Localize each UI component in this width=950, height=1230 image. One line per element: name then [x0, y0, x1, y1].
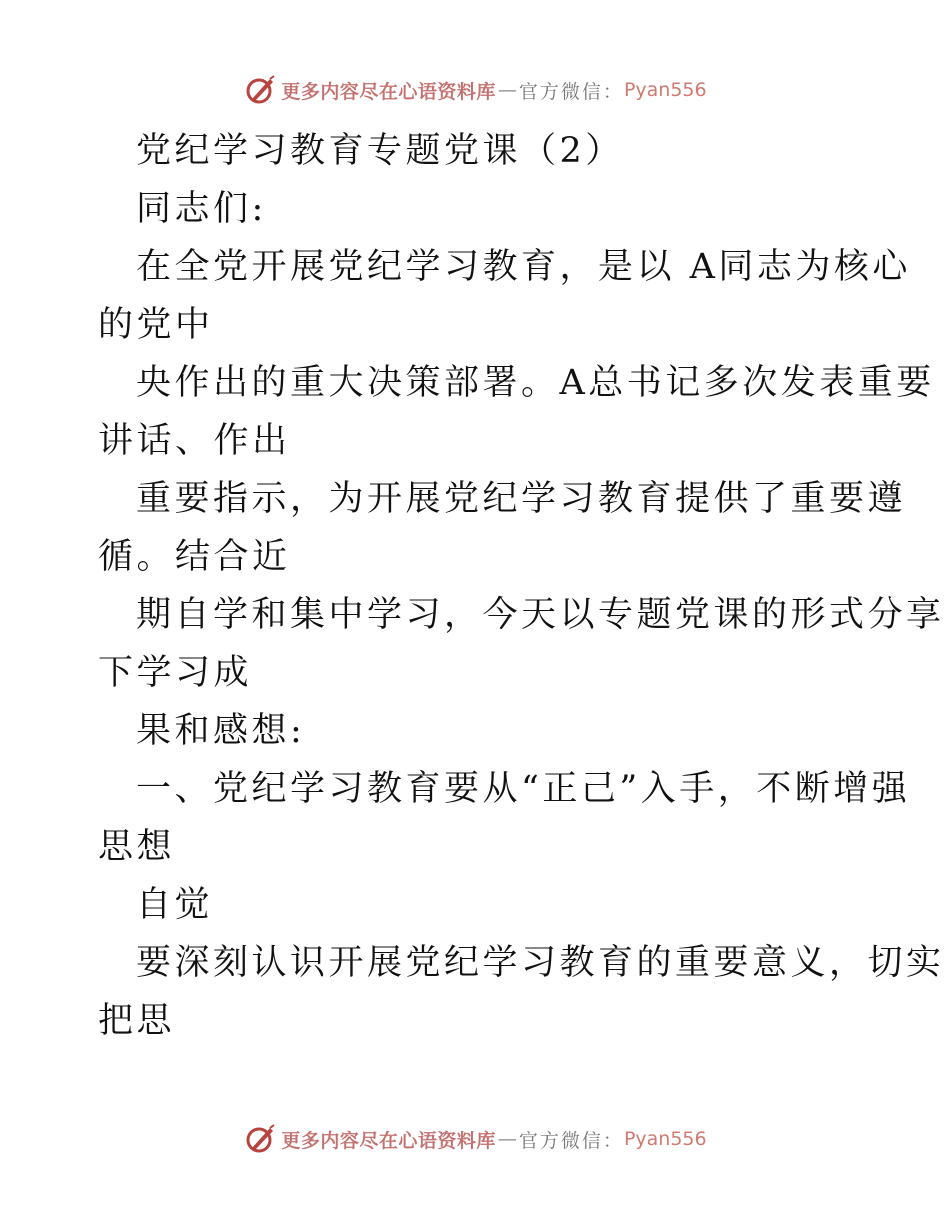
- document-line: 果和感想:: [136, 711, 306, 751]
- watermark-label: 官方微信：: [518, 1129, 624, 1152]
- watermark-separator: —: [497, 1128, 517, 1150]
- document-line: 思想: [98, 827, 176, 867]
- document-line: 重要指示，为开展党纪学习教育提供了重要遵: [136, 479, 907, 519]
- footer-watermark: [0, 1119, 950, 1159]
- document-line: 下学习成: [98, 653, 253, 693]
- header-watermark: [0, 70, 950, 110]
- document-line: 党纪学习教育专题党课（2）: [136, 131, 624, 171]
- document-line: 的党中: [98, 305, 214, 345]
- watermark-wechat-id: Pyan556: [623, 79, 707, 101]
- watermark-wechat-id: Pyan556: [623, 1128, 707, 1150]
- document-line: 要深刻认识开展党纪学习教育的重要意义，切实: [136, 943, 945, 983]
- watermark-main-text: 更多内容尽在心语资料库: [281, 1129, 496, 1152]
- watermark-separator: —: [497, 79, 517, 101]
- document-line: 讲话、作出: [98, 421, 291, 461]
- document-line: 同志们:: [136, 189, 267, 229]
- watermark-main-text: 更多内容尽在心语资料库: [281, 80, 496, 103]
- document-line: 自觉: [136, 885, 214, 925]
- document-line: 一、党纪学习教育要从“正己”入手，不断增强: [136, 769, 911, 809]
- quill-pen-logo-icon: [243, 1122, 277, 1156]
- document-line: 期自学和集中学习，今天以专题党课的形式分享: [136, 595, 945, 635]
- quill-pen-logo-icon: [243, 73, 277, 107]
- watermark-label: 官方微信：: [518, 80, 624, 103]
- document-line: 把思: [98, 1001, 176, 1041]
- document-body: [98, 122, 945, 1050]
- document-line: 在全党开展党纪学习教育，是以 A同志为核心: [136, 247, 911, 287]
- document-line: 央作出的重大决策部署。A总书记多次发表重要: [136, 363, 935, 403]
- document-line: 循。结合近: [98, 537, 291, 577]
